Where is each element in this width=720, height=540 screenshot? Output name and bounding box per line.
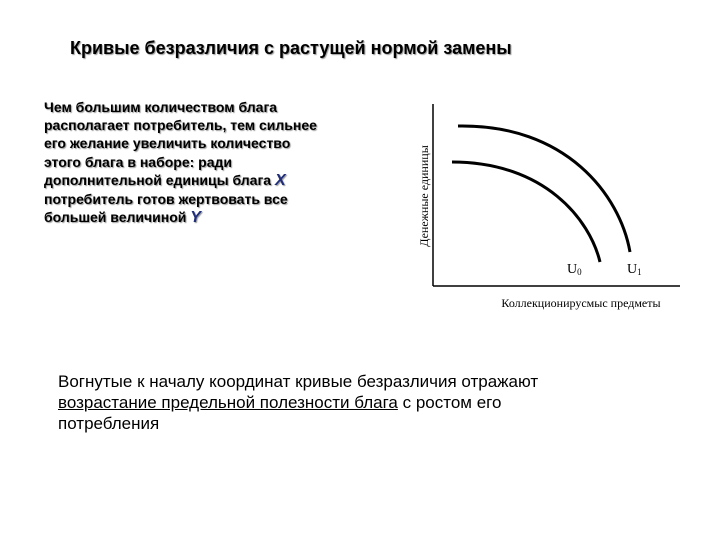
explanation-text — [44, 98, 374, 227]
explanation-line-6: потребитель готов жертвовать все — [44, 191, 288, 208]
explanation-line-5-text: дополнительной единицы блага — [44, 171, 275, 188]
conclusion-line-1: Вогнутые к началу координат кривые безразличия отражают — [58, 372, 539, 391]
indifference-curves-diagram — [400, 90, 690, 320]
curve-label-u1: U1 — [627, 262, 642, 277]
slide-title: Кривые безразличия с растущей нормой замены — [70, 38, 512, 58]
good-y-symbol: Y — [190, 209, 201, 227]
explanation-line-2: располагает потребитель, тем сильнее — [44, 117, 317, 134]
explanation-line-5 — [44, 171, 374, 190]
conclusion-text — [58, 371, 658, 434]
x-axis-label: Коллекционирусмыс предметы — [501, 296, 661, 310]
explanation-line-3: его желание увеличить количество — [44, 135, 291, 152]
good-x-symbol: X — [274, 171, 286, 189]
explanation-line-4: этого блага в наборе: ради — [44, 153, 233, 170]
conclusion-line-2 — [58, 392, 658, 413]
explanation-line-7 — [44, 208, 374, 227]
explanation-line-1: Чем большим количеством блага — [44, 99, 278, 115]
curve-label-u0: U0 — [567, 262, 582, 277]
conclusion-line-3: потребления — [58, 414, 160, 433]
indifference-curve-u1 — [458, 126, 630, 252]
conclusion-line-2-rest: с ростом его — [397, 393, 502, 412]
conclusion-underlined-phrase: возрастание предельной полезности блага — [58, 393, 398, 412]
explanation-line-7-text: большей величиной — [44, 209, 191, 226]
y-axis-label: Денежные единицы — [417, 145, 431, 247]
indifference-curve-u0 — [452, 162, 600, 262]
